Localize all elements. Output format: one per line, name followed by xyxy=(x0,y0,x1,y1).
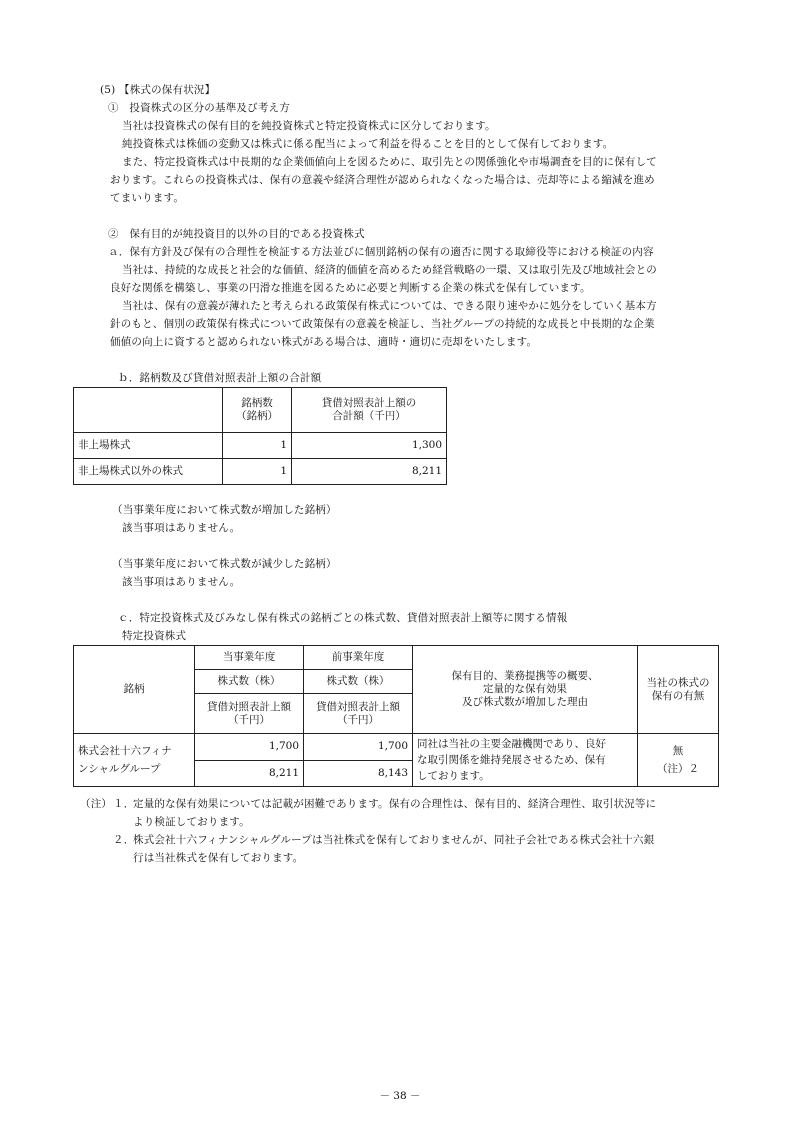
table-row xyxy=(74,734,719,761)
header-cross-holding: 当社の株式の 保有の有無 xyxy=(638,646,719,734)
stock-name: 株式会社十六フィナ ンシャルグループ xyxy=(74,734,195,787)
note-2-number: ２． xyxy=(113,834,135,846)
holdings-summary-table xyxy=(73,387,447,485)
header-purpose: 保有目的、業務提携等の概要、 定量的な保有効果 及び株式数が増加した理由 xyxy=(413,646,638,734)
header-bs-amount: 貸借対照表計上額 （千円） xyxy=(195,694,304,734)
row-count: 1 xyxy=(223,459,292,485)
page-number: － 38 － xyxy=(379,1090,421,1102)
paragraph-line: 価値の向上に資すると認められない株式がある場合は、適時・適切に売却をいたします。 xyxy=(110,336,538,348)
header-current-year: 当事業年度 xyxy=(195,646,304,670)
row-label: 非上場株式 xyxy=(74,433,223,459)
table-row xyxy=(74,433,447,459)
note-1-line: 定量的な保有効果については記載が困難であります。保有の合理性は、保有目的、経済合理性、取引状況等に xyxy=(133,798,657,810)
notes-label: （注） xyxy=(80,798,113,810)
section-2b-title: ｂ．銘柄数及び貸借対照表計上額の合計額 xyxy=(118,372,322,384)
paragraph-line: 当社は、持続的な成長と社会的な価値、経済的価値を高めるため経営戦略の一環、又は取引先及び地域社会との xyxy=(122,264,657,276)
note-2-line: 株式会社十六フィナンシャルグループは当社株式を保有しておりませんが、同社子会社である株式会社十六銀 xyxy=(133,834,655,846)
header-shares: 株式数（株） xyxy=(195,670,304,694)
section-1-title: ① 投資株式の区分の基準及び考え方 xyxy=(108,102,290,114)
current-bs-amount: 8,211 xyxy=(195,760,304,787)
section-2-title: ② 保有目的が純投資目的以外の目的である投資株式 xyxy=(108,228,365,240)
increase-title: （当事業年度において株式数が増加した銘柄） xyxy=(112,504,337,516)
paragraph-line: 良好な関係を構築し、事業の円滑な推進を図るために必要と判断する企業の株式を保有しています。 xyxy=(110,282,591,294)
header-name: 銘柄 xyxy=(74,646,195,734)
section-2a-title: ａ．保有方針及び保有の合理性を検証する方法並びに個別銘柄の保有の適否に関する取締役等における検証の内容 xyxy=(108,246,654,258)
paragraph-line: また、特定投資株式は中長期的な企業価値向上を図るために、取引先との関係強化や市場調査を目的に保有して xyxy=(122,156,657,168)
header-bs-amount: 貸借対照表計上額 （千円） xyxy=(304,694,413,734)
decrease-body: 該当事項はありません。 xyxy=(122,576,241,588)
paragraph-line: おります。これらの投資株式は、保有の意義や経済合理性が認められなくなった場合は、売却等による縮減を進め xyxy=(110,174,655,186)
note-1-line: より検証しております。 xyxy=(133,816,250,828)
section-2c-subtitle: 特定投資株式 xyxy=(122,630,187,642)
paragraph-line: てまいります。 xyxy=(110,192,185,204)
note-2-line: 行は当社株式を保有しております。 xyxy=(133,852,304,864)
row-count: 1 xyxy=(223,433,292,459)
paragraph-line: 純投資株式は株価の変動又は株式に係る配当によって利益を得ることを目的として保有しております。 xyxy=(122,138,614,150)
current-shares: 1,700 xyxy=(195,734,304,761)
row-amount: 1,300 xyxy=(292,433,447,459)
previous-shares: 1,700 xyxy=(304,734,413,761)
table-header-blank xyxy=(74,388,223,433)
header-previous-year: 前事業年度 xyxy=(304,646,413,670)
paragraph-line: 当社は、保有の意義が薄れたと考えられる政策保有株式については、できる限り速やかに処分をしていく基本方 xyxy=(122,300,657,312)
decrease-title: （当事業年度において株式数が減少した銘柄） xyxy=(112,558,337,570)
previous-bs-amount: 8,143 xyxy=(304,760,413,787)
paragraph-line: 当社は投資株式の保有目的を純投資株式と特定投資株式に区分しております。 xyxy=(122,120,496,132)
paragraph-line: 針のもと、個別の政策保有株式について政策保有の意義を検証し、当社グループの持続的な成長と中長期的な企業 xyxy=(110,318,655,330)
increase-body: 該当事項はありません。 xyxy=(122,522,241,534)
header-amount: 貸借対照表計上額の 合計額（千円） xyxy=(292,388,447,433)
header-shares: 株式数（株） xyxy=(304,670,413,694)
specified-holdings-table xyxy=(73,645,719,787)
header-count: 銘柄数 （銘柄） xyxy=(223,388,292,433)
note-1-number: １． xyxy=(113,798,135,810)
table-row xyxy=(74,459,447,485)
cross-holding-value: 無 （注）２ xyxy=(638,734,719,787)
section-heading: (5) 【株式の保有状況】 xyxy=(100,84,216,96)
purpose-text: 同社は当社の主要金融機関であり、良好 な取引関係を維持発展させるため、保有 しております。 xyxy=(413,734,638,787)
section-2c-title: ｃ．特定投資株式及びみなし保有株式の銘柄ごとの株式数、貸借対照表計上額等に関する情報 xyxy=(118,612,568,624)
row-label: 非上場株式以外の株式 xyxy=(74,459,223,485)
row-amount: 8,211 xyxy=(292,459,447,485)
